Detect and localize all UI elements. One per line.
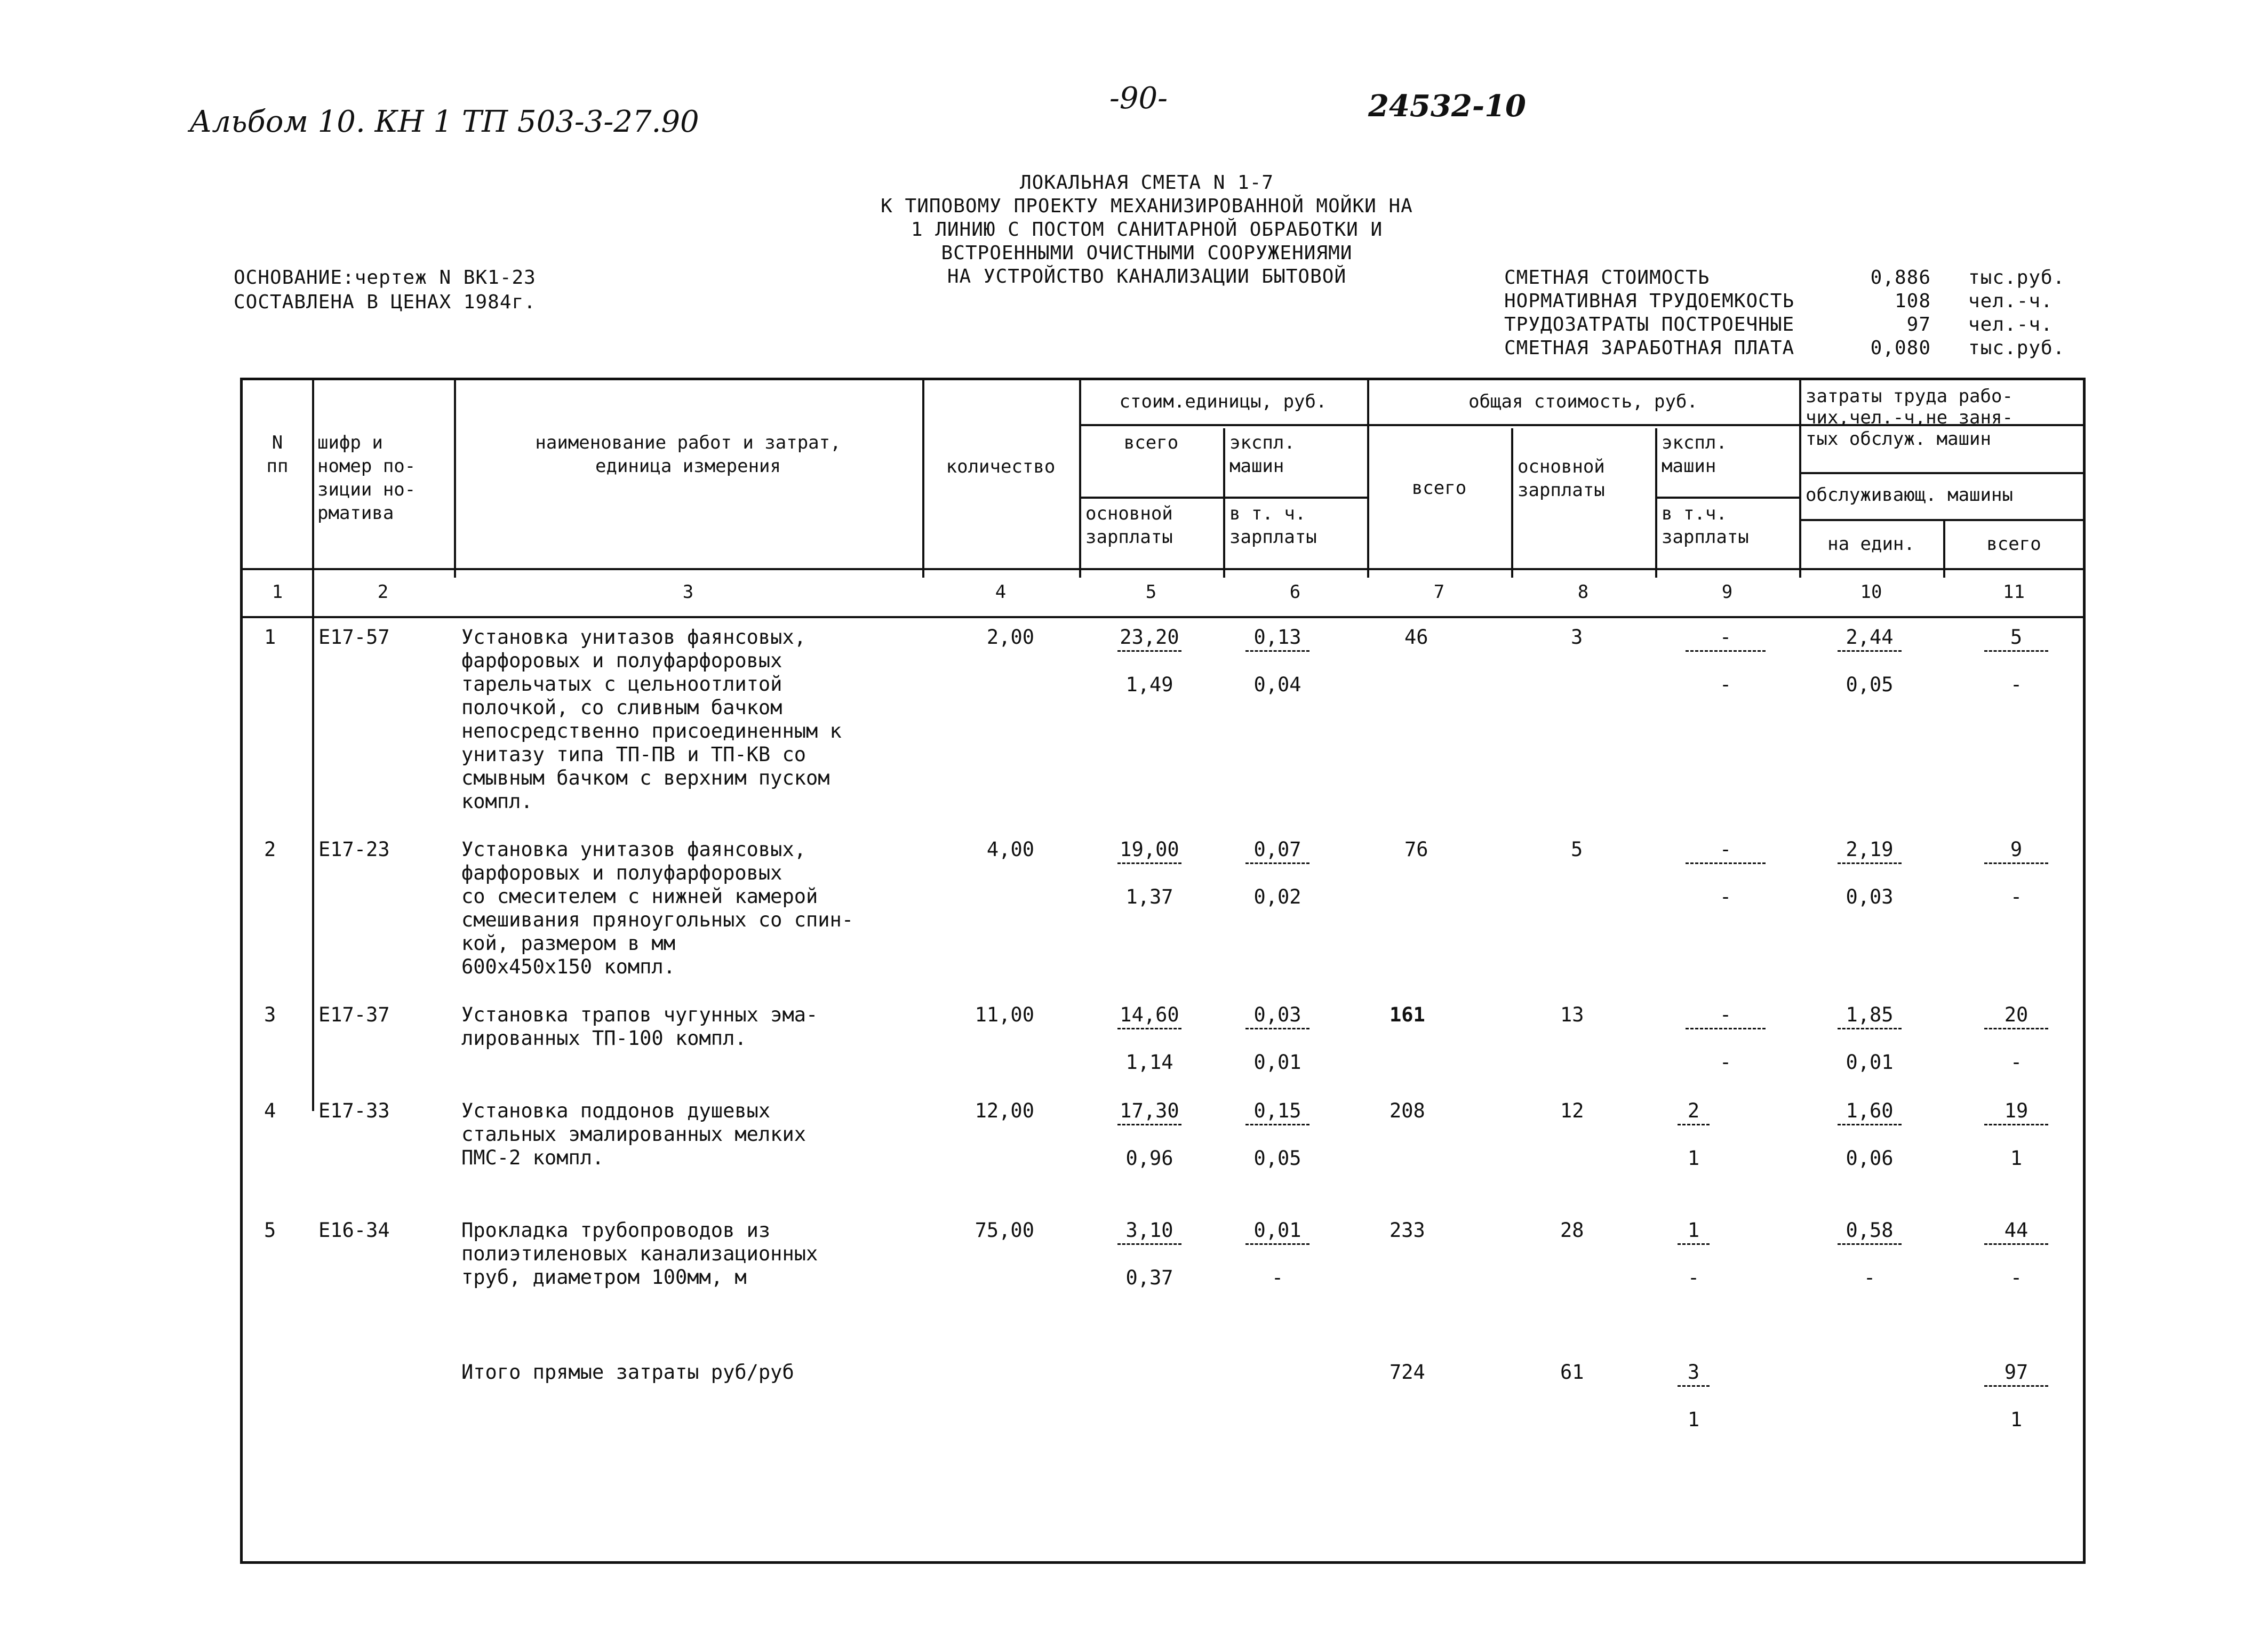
grid-line (1511, 428, 1513, 578)
row-labor-total: 44 - (1963, 1219, 2070, 1290)
row-unit-total: 14,60 1,14 (1096, 1003, 1203, 1074)
summary-row (1504, 267, 2096, 290)
row-work-name: Установка поддонов душевых стальных эмалированных мелких ПМС-2 компл. (461, 1099, 806, 1169)
row-quantity: 4,00 (986, 838, 1034, 861)
summary-value: 97 (1906, 314, 1931, 335)
header-c6-bottom: в т. ч. зарплаты (1229, 503, 1317, 548)
row-labor-unit: 2,19 0,03 (1816, 838, 1923, 909)
row-labor-total: 20 - (1963, 1003, 2070, 1074)
row-number: 4 (264, 1099, 276, 1122)
row-labor-unit: 1,85 0,01 (1816, 1003, 1923, 1074)
row-total: 233 (1389, 1219, 1425, 1242)
row-unit-machines: 0,15 0,05 (1224, 1099, 1331, 1170)
row-number: 3 (264, 1003, 276, 1026)
estimate-title-line5: НА УСТРОЙСТВО КАНАЛИЗАЦИИ БЫТОВОЙ (947, 266, 1347, 287)
estimate-title-line2: К ТИПОВОМУ ПРОЕКТУ МЕХАНИЗИРОВАННОЙ МОЙКИ НА (881, 195, 1413, 217)
row-number: 5 (264, 1219, 276, 1242)
summary-unit: тыс.руб. (1968, 337, 2065, 359)
row-labor-unit: 1,60 0,06 (1816, 1099, 1923, 1170)
col-number: 8 (1577, 581, 1589, 603)
row-base-salary: 28 (1560, 1219, 1584, 1242)
row-unit-machines: 0,03 0,01 (1224, 1003, 1331, 1074)
row-base-salary: 12 (1560, 1099, 1584, 1122)
col-number: 10 (1860, 581, 1882, 603)
header-c9-top: экспл. машин (1662, 432, 1727, 477)
header-work-name: наименование работ и затрат, единица измерения (535, 432, 841, 477)
basis-prices: СОСТАВЛЕНА В ЦЕНАХ 1984г. (234, 291, 536, 313)
page-number: -90- (1109, 81, 1168, 116)
header-labor: затраты труда рабо- чих,чел.-ч,не заня- тых обслуж. машин (1806, 386, 2013, 450)
row-work-name: Прокладка трубопроводов из полиэтиленовых канализационных труб, диаметром 100мм, м (461, 1219, 818, 1289)
grid-line (243, 568, 2085, 570)
col-number: 9 (1721, 581, 1733, 603)
row-quantity: 2,00 (986, 626, 1034, 649)
row-labor-unit: 2,44 0,05 (1816, 626, 1923, 697)
row-quantity: 12,00 (975, 1099, 1034, 1122)
header-total-cost: общая стоимость, руб. (1468, 391, 1698, 412)
summary-unit: чел.-ч. (1968, 290, 2053, 312)
grid-line (1655, 428, 1657, 578)
summary-label: СМЕТНАЯ СТОИМОСТЬ (1504, 267, 1710, 289)
estimate-title-line3: 1 ЛИНИЮ С ПОСТОМ САНИТАРНОЙ ОБРАБОТКИ И (911, 219, 1383, 241)
grid-line (1223, 428, 1225, 578)
row-machines-total: - - (1672, 626, 1779, 697)
col-number: 3 (682, 581, 694, 603)
header-c8: основной зарплаты (1518, 456, 1605, 501)
row-base-salary: 5 (1571, 838, 1583, 861)
total-machines: 3 1 (1640, 1361, 1747, 1432)
summary-value: 0,886 (1870, 267, 1931, 289)
row-unit-machines: 0,01 - (1224, 1219, 1331, 1290)
summary-row (1504, 337, 2096, 361)
row-work-name: Установка унитазов фаянсовых, фарфоровых и полуфарфоровых тарельчатых с цельноотлитой полочкой, со сливным бачком непосредственно присоединенным к унитазу типа ТП-ПВ и ТП-КВ со смывным бачком с верхним пуском компл. (461, 626, 842, 813)
row-machines-total: 1 - (1640, 1219, 1747, 1290)
col-number: 5 (1145, 581, 1157, 603)
row-unit-total: 19,00 1,37 (1096, 838, 1203, 909)
grid-line (454, 380, 456, 578)
row-unit-total: 3,10 0,37 (1096, 1219, 1203, 1290)
row-labor-total: 5 - (1963, 626, 2070, 697)
row-number: 2 (264, 838, 276, 861)
total-labor: 97 1 (1963, 1361, 2070, 1432)
summary-value: 0,080 (1870, 337, 1931, 359)
row-code: Е16-34 (318, 1219, 390, 1242)
row-total: 208 (1389, 1099, 1425, 1122)
col-number: 6 (1289, 581, 1301, 603)
row-labor-total: 19 1 (1963, 1099, 2070, 1170)
summary-unit: чел.-ч. (1968, 314, 2053, 335)
row-unit-total: 23,20 1,49 (1096, 626, 1203, 697)
grid-line (1655, 497, 1799, 499)
document-number: 24532-10 (1368, 89, 1526, 124)
total-label: Итого прямые затраты руб/руб (461, 1361, 794, 1384)
row-work-name: Установка трапов чугунных эма- лированных ТП-100 компл. (461, 1003, 818, 1050)
row-base-salary: 3 (1571, 626, 1583, 649)
row-base-salary: 13 (1560, 1003, 1584, 1026)
row-quantity: 11,00 (975, 1003, 1034, 1026)
estimate-title-line1: ЛОКАЛЬНАЯ СМЕТА N 1-7 (1019, 172, 1274, 194)
row-machines-total: - - (1672, 838, 1779, 909)
grid-line (312, 380, 314, 1111)
row-machines-total: - - (1672, 1003, 1779, 1074)
header-row-number: N пп (266, 432, 289, 477)
row-number: 1 (264, 626, 276, 649)
row-code: Е17-33 (318, 1099, 390, 1122)
header-quantity: количество (946, 456, 1056, 477)
row-total: 46 (1404, 626, 1428, 649)
row-quantity: 75,00 (975, 1219, 1034, 1242)
estimate-table (240, 378, 2086, 1564)
header-c9-bottom: в т.ч. зарплаты (1662, 503, 1749, 548)
estimate-title-line4: ВСТРОЕННЫМИ ОЧИСТНЫМИ СООРУЖЕНИЯМИ (941, 242, 1353, 264)
summary-label: СМЕТНАЯ ЗАРАБОТНАЯ ПЛАТА (1504, 337, 1795, 359)
album-reference: Альбом 10. КН 1 ТП 503-3-27.90 (189, 105, 699, 139)
summary-label: НОРМАТИВНАЯ ТРУДОЕМКОСТЬ (1504, 290, 1795, 312)
summary-row (1504, 314, 2096, 337)
col-number: 1 (271, 581, 283, 603)
col-number: 2 (377, 581, 389, 603)
total-cost: 724 (1389, 1361, 1425, 1384)
summary-label: ТРУДОЗАТРАТЫ ПОСТРОЕЧНЫЕ (1504, 314, 1795, 335)
row-labor-unit: 0,58 - (1816, 1219, 1923, 1290)
grid-line (243, 616, 2085, 618)
header-labor-sub: обслуживающ. машины (1806, 484, 2013, 506)
row-machines-total: 2 1 (1640, 1099, 1747, 1170)
row-unit-machines: 0,13 0,04 (1224, 626, 1331, 697)
row-total: 161 (1389, 1003, 1425, 1026)
header-unit-cost: стоим.единицы, руб. (1119, 391, 1327, 412)
grid-line (922, 380, 924, 578)
summary-unit: тыс.руб. (1968, 267, 2065, 289)
summary-row (1504, 290, 2096, 314)
row-unit-machines: 0,07 0,02 (1224, 838, 1331, 909)
header-c5-top: всего (1123, 432, 1179, 453)
row-code: Е17-57 (318, 626, 390, 649)
row-code: Е17-23 (318, 838, 390, 861)
header-c6-top: экспл. машин (1229, 432, 1295, 477)
row-labor-total: 9 - (1963, 838, 2070, 909)
row-unit-total: 17,30 0,96 (1096, 1099, 1203, 1170)
col-number: 11 (2003, 581, 2025, 603)
row-total: 76 (1404, 838, 1428, 861)
summary-block (1504, 267, 2096, 361)
summary-value: 108 (1894, 290, 1931, 312)
grid-line (1799, 519, 2085, 521)
total-base-salary: 61 (1560, 1361, 1584, 1384)
header-c11: всего (1986, 533, 2041, 555)
header-c7: всего (1411, 477, 1467, 499)
col-number: 4 (995, 581, 1007, 603)
col-number: 7 (1433, 581, 1445, 603)
header-c10: на един. (1827, 533, 1915, 555)
header-code: шифр и номер по- зиции но- рматива (317, 432, 416, 524)
basis-drawing: ОСНОВАНИЕ:чертеж N ВК1-23 (234, 267, 536, 289)
header-c5-bottom: основной зарплаты (1085, 503, 1173, 548)
grid-line (1799, 472, 2085, 474)
row-work-name: Установка унитазов фаянсовых, фарфоровых и полуфарфоровых со смесителем с нижней камерой смешивания пряноугольных со спин- кой, размером в мм 600х450х150 компл. (461, 838, 854, 978)
row-code: Е17-37 (318, 1003, 390, 1026)
grid-line (1079, 497, 1367, 499)
